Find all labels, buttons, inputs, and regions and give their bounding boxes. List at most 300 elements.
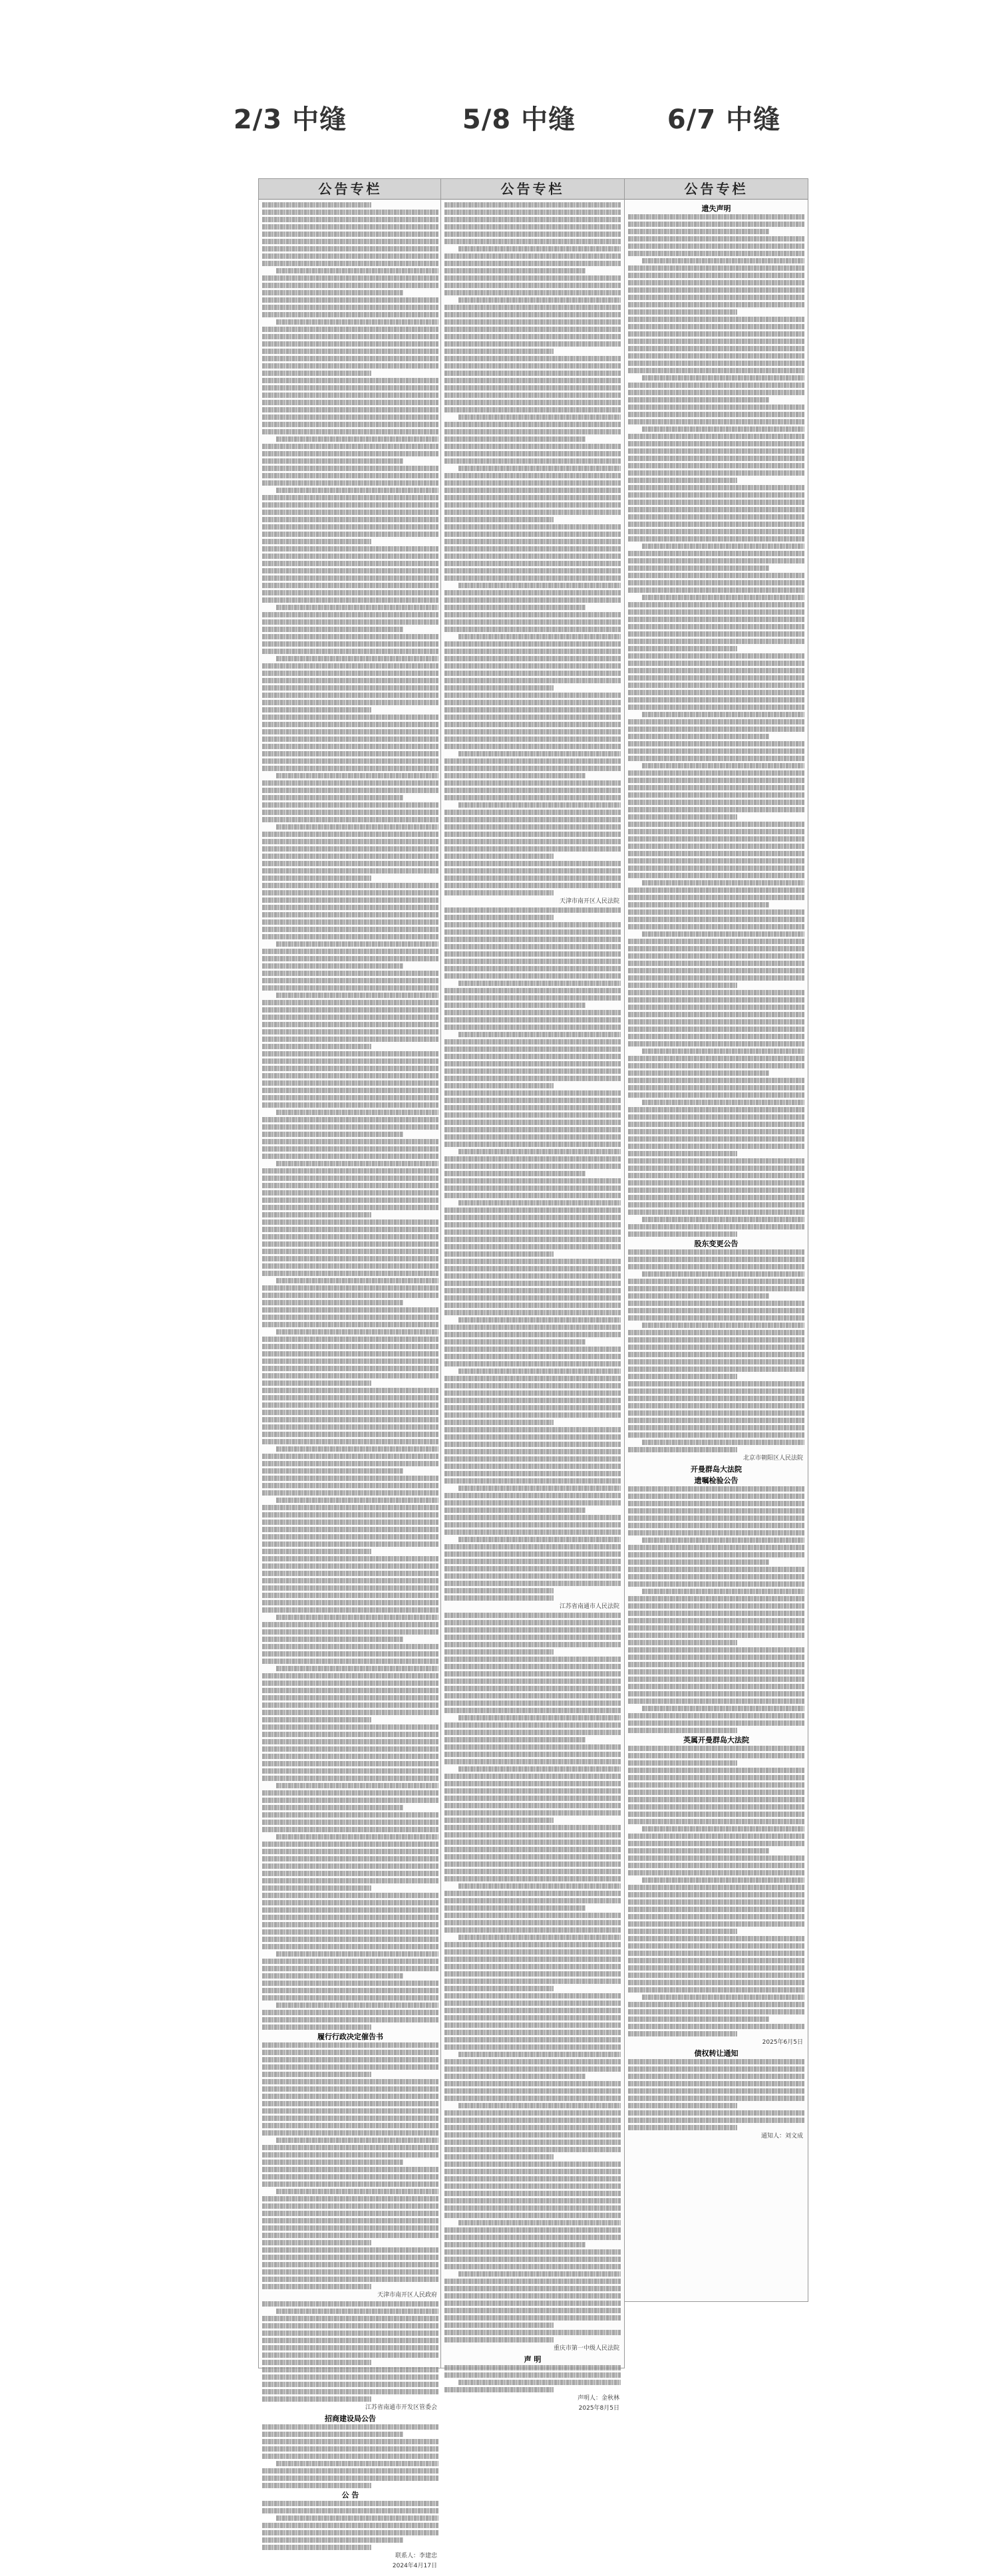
text-line bbox=[628, 1559, 769, 1565]
text-line bbox=[262, 224, 438, 230]
text-line bbox=[262, 1981, 438, 1986]
text-line bbox=[628, 851, 804, 856]
text-line bbox=[444, 1913, 621, 1918]
text-line bbox=[444, 605, 585, 610]
text-line bbox=[262, 1432, 438, 1437]
text-line bbox=[444, 1722, 621, 1728]
text-line bbox=[628, 807, 804, 812]
text-line bbox=[628, 756, 804, 761]
text-line bbox=[628, 1855, 804, 1861]
text-line bbox=[628, 968, 804, 973]
text-line bbox=[262, 693, 438, 698]
text-line bbox=[444, 1635, 621, 1640]
text-line bbox=[444, 959, 621, 964]
text-line bbox=[628, 1231, 737, 1237]
text-line bbox=[444, 2030, 621, 2035]
text-line bbox=[444, 1251, 554, 1257]
text-line bbox=[444, 1112, 621, 1118]
text-line bbox=[642, 1048, 804, 1054]
text-line bbox=[262, 1095, 438, 1100]
text-line bbox=[262, 1812, 438, 1818]
text-line bbox=[262, 1746, 438, 1752]
notice-signature: 江苏省南通市开发区管委会 bbox=[365, 2404, 437, 2411]
text-line bbox=[628, 2081, 804, 2086]
text-line bbox=[444, 2213, 621, 2218]
text-line bbox=[276, 993, 438, 998]
text-line bbox=[262, 1688, 438, 1693]
text-line bbox=[444, 846, 621, 852]
text-line bbox=[262, 371, 371, 376]
text-line bbox=[262, 729, 438, 734]
text-line bbox=[628, 602, 804, 607]
text-line bbox=[262, 2130, 438, 2136]
text-line bbox=[458, 1368, 621, 1374]
text-line bbox=[262, 1410, 438, 1415]
text-line bbox=[444, 1229, 621, 1235]
notice-text-block bbox=[628, 1249, 804, 1452]
text-line bbox=[262, 1490, 438, 1496]
text-line bbox=[262, 1219, 438, 1225]
text-line bbox=[262, 1798, 438, 1803]
text-line bbox=[262, 1176, 438, 1181]
text-line bbox=[642, 426, 804, 432]
text-line bbox=[458, 466, 621, 471]
text-line bbox=[444, 1266, 621, 1271]
text-line bbox=[444, 1156, 621, 1162]
text-line bbox=[262, 568, 438, 573]
text-line bbox=[444, 1832, 621, 1838]
text-line bbox=[444, 2140, 621, 2145]
text-line bbox=[444, 2372, 621, 2378]
text-line bbox=[262, 1307, 438, 1313]
text-line bbox=[262, 2225, 438, 2231]
text-line bbox=[262, 963, 403, 969]
text-line bbox=[628, 456, 804, 461]
text-line bbox=[444, 422, 621, 427]
text-line bbox=[444, 1288, 621, 1293]
text-line bbox=[628, 1041, 804, 1046]
text-line bbox=[262, 1637, 403, 1642]
text-line bbox=[262, 2247, 438, 2253]
column-header-2: 公告专栏 bbox=[441, 179, 624, 200]
text-line bbox=[262, 1541, 438, 1547]
text-line bbox=[628, 1019, 804, 1025]
text-line bbox=[628, 222, 804, 227]
text-line bbox=[262, 575, 438, 581]
text-line bbox=[276, 268, 438, 273]
text-line bbox=[262, 2262, 438, 2267]
text-line bbox=[262, 2010, 438, 2015]
text-line bbox=[458, 1537, 621, 1542]
text-line bbox=[628, 909, 804, 915]
text-line bbox=[262, 1600, 438, 1605]
text-line bbox=[444, 1861, 621, 1867]
text-line bbox=[628, 1899, 804, 1905]
text-line bbox=[642, 258, 804, 263]
text-line bbox=[262, 1066, 438, 1071]
text-line bbox=[628, 1936, 804, 1941]
text-line bbox=[262, 751, 438, 756]
text-line bbox=[444, 436, 585, 442]
text-line bbox=[444, 1566, 621, 1571]
text-line bbox=[444, 1803, 621, 1808]
text-line bbox=[262, 1380, 371, 1386]
text-line bbox=[458, 2271, 621, 2277]
text-line bbox=[444, 554, 621, 559]
text-line bbox=[262, 2072, 371, 2077]
text-line bbox=[628, 895, 804, 900]
text-line bbox=[262, 854, 438, 859]
text-line bbox=[262, 1827, 438, 1832]
notice-signature: 2024年4月17日 bbox=[392, 2563, 437, 2569]
text-line bbox=[444, 2096, 621, 2101]
text-line bbox=[262, 2396, 371, 2402]
text-line bbox=[628, 492, 804, 498]
text-line bbox=[262, 502, 438, 508]
text-line bbox=[262, 1249, 438, 1254]
notice-heading: 开曼群岛大法院 bbox=[691, 1465, 742, 1474]
notice-heading: 声 明 bbox=[524, 2355, 542, 2364]
text-line bbox=[628, 1034, 804, 1039]
text-line bbox=[262, 2323, 438, 2329]
text-line bbox=[444, 1657, 621, 1662]
text-line bbox=[262, 2101, 438, 2106]
text-line bbox=[628, 1691, 804, 1696]
text-line bbox=[628, 1359, 804, 1365]
text-line bbox=[458, 297, 621, 303]
text-line bbox=[628, 953, 804, 959]
text-line bbox=[628, 1418, 804, 1423]
text-line bbox=[276, 1498, 438, 1503]
text-line bbox=[262, 1900, 438, 1905]
text-line bbox=[262, 1205, 438, 1210]
text-line bbox=[444, 722, 621, 727]
text-line bbox=[628, 1980, 804, 1985]
text-line bbox=[628, 1760, 737, 1766]
text-line bbox=[628, 1151, 737, 1156]
notice-text-block bbox=[262, 2042, 438, 2289]
text-line bbox=[262, 378, 438, 383]
text-line bbox=[262, 2446, 438, 2452]
text-line bbox=[628, 668, 804, 673]
text-line bbox=[262, 2382, 438, 2387]
text-line bbox=[262, 1454, 438, 1459]
text-line bbox=[444, 1613, 621, 1618]
text-line bbox=[628, 1224, 804, 1229]
text-line bbox=[444, 1920, 621, 1925]
text-line bbox=[444, 1730, 621, 1735]
text-line bbox=[444, 795, 621, 800]
text-line bbox=[444, 1215, 621, 1220]
text-line bbox=[262, 2167, 438, 2172]
text-line bbox=[444, 861, 621, 866]
text-line bbox=[444, 2227, 621, 2233]
text-line bbox=[444, 473, 621, 478]
notice-column-3 bbox=[624, 178, 808, 2302]
text-line bbox=[458, 2380, 621, 2385]
text-line bbox=[262, 2523, 438, 2528]
text-line bbox=[628, 361, 804, 366]
text-line bbox=[444, 693, 621, 698]
text-line bbox=[628, 1797, 804, 1802]
text-line bbox=[628, 734, 769, 739]
text-line bbox=[444, 546, 621, 552]
text-line bbox=[444, 524, 621, 530]
text-line bbox=[262, 1695, 438, 1700]
text-line bbox=[262, 2367, 438, 2372]
text-line bbox=[628, 331, 804, 337]
notice-heading: 遗嘱检验公告 bbox=[694, 1476, 739, 1485]
text-line bbox=[444, 327, 621, 332]
text-line bbox=[444, 627, 621, 632]
text-line bbox=[628, 529, 804, 534]
text-line bbox=[444, 1383, 621, 1388]
text-line bbox=[262, 1366, 438, 1371]
text-line bbox=[444, 641, 621, 647]
text-line bbox=[628, 939, 804, 944]
text-line bbox=[628, 1633, 804, 1638]
text-line bbox=[444, 1693, 621, 1698]
text-line bbox=[444, 1979, 621, 1984]
text-line bbox=[628, 1070, 769, 1076]
text-line bbox=[628, 1345, 804, 1350]
text-line bbox=[444, 385, 621, 391]
text-line bbox=[444, 334, 621, 339]
text-line bbox=[628, 1202, 804, 1208]
text-line bbox=[444, 736, 621, 742]
text-line bbox=[628, 1264, 804, 1269]
text-line bbox=[444, 1971, 621, 1977]
text-line bbox=[276, 2461, 438, 2466]
text-line bbox=[444, 2044, 621, 2050]
text-line bbox=[262, 685, 438, 691]
text-line bbox=[628, 1662, 804, 1667]
text-line bbox=[262, 510, 438, 515]
text-line bbox=[262, 919, 438, 925]
text-line bbox=[628, 1914, 804, 1919]
notice-signature: 2025年6月5日 bbox=[762, 2039, 803, 2046]
text-line bbox=[262, 1007, 438, 1013]
text-line bbox=[262, 956, 438, 961]
text-line bbox=[444, 1449, 621, 1454]
text-line bbox=[642, 1271, 804, 1277]
text-line bbox=[444, 612, 621, 617]
fold-label-5-8: 5/8 中缝 bbox=[462, 104, 576, 135]
text-line bbox=[628, 1567, 804, 1572]
notice-text-block bbox=[628, 1746, 804, 2036]
text-line bbox=[628, 719, 804, 724]
text-line bbox=[262, 1717, 371, 1722]
text-line bbox=[262, 2057, 438, 2062]
text-line bbox=[628, 558, 804, 564]
text-line bbox=[628, 1775, 804, 1780]
text-line bbox=[458, 2052, 621, 2057]
text-line bbox=[628, 390, 804, 395]
text-line bbox=[262, 1146, 438, 1152]
text-line bbox=[444, 2235, 621, 2240]
text-line bbox=[628, 251, 804, 256]
text-line bbox=[628, 1158, 804, 1164]
text-line bbox=[444, 619, 621, 625]
text-line bbox=[262, 1915, 438, 1920]
notice-heading: 股东变更公告 bbox=[694, 1239, 739, 1248]
text-line bbox=[444, 2257, 621, 2262]
text-line bbox=[444, 1774, 621, 1779]
text-line bbox=[262, 2284, 371, 2289]
text-line bbox=[444, 1515, 621, 1520]
text-line bbox=[262, 524, 438, 530]
text-line bbox=[262, 1439, 438, 1444]
text-line bbox=[262, 2211, 438, 2216]
text-line bbox=[444, 2132, 621, 2138]
text-line bbox=[444, 2088, 621, 2094]
text-line bbox=[444, 1522, 621, 1528]
text-line bbox=[444, 1068, 621, 1074]
text-line bbox=[444, 393, 621, 398]
text-line bbox=[444, 232, 621, 237]
text-line bbox=[262, 539, 371, 544]
text-line bbox=[628, 1508, 804, 1514]
text-line bbox=[444, 766, 621, 771]
text-line bbox=[628, 1425, 804, 1430]
text-line bbox=[628, 339, 804, 344]
text-line bbox=[262, 2269, 438, 2275]
text-line bbox=[458, 1715, 621, 1720]
text-line bbox=[444, 758, 621, 764]
text-line bbox=[444, 407, 621, 412]
text-line bbox=[262, 1168, 438, 1174]
text-line bbox=[262, 1563, 438, 1569]
text-line bbox=[444, 1957, 621, 1962]
text-line bbox=[262, 1659, 438, 1664]
text-line bbox=[262, 1710, 438, 1715]
text-line bbox=[262, 971, 438, 976]
column-header-3: 公告专栏 bbox=[625, 179, 808, 200]
text-line bbox=[262, 495, 438, 500]
text-line bbox=[262, 1893, 438, 1898]
text-line bbox=[444, 2286, 621, 2291]
text-line bbox=[444, 1544, 621, 1549]
text-line bbox=[262, 2017, 438, 2022]
text-line bbox=[444, 1942, 621, 1947]
text-line bbox=[444, 944, 621, 949]
text-line bbox=[262, 1051, 438, 1056]
text-line bbox=[444, 2279, 621, 2284]
text-line bbox=[262, 802, 438, 808]
text-line bbox=[262, 1300, 403, 1305]
text-line bbox=[444, 1105, 621, 1110]
text-line bbox=[628, 265, 804, 271]
text-line bbox=[262, 1988, 438, 1993]
text-line bbox=[444, 1420, 554, 1425]
text-line bbox=[262, 2360, 371, 2365]
text-line bbox=[628, 1257, 804, 1262]
text-line bbox=[458, 2103, 621, 2108]
text-line bbox=[262, 1315, 438, 1320]
text-line bbox=[262, 1476, 438, 1481]
text-line bbox=[262, 2203, 438, 2209]
text-line bbox=[628, 1447, 737, 1452]
text-line bbox=[262, 1058, 438, 1064]
notice-text-block bbox=[628, 2059, 804, 2130]
text-line bbox=[628, 873, 804, 878]
text-line bbox=[262, 2454, 438, 2459]
text-line bbox=[262, 671, 438, 676]
text-line bbox=[276, 436, 438, 442]
text-line bbox=[444, 597, 621, 603]
text-line bbox=[444, 1273, 621, 1279]
text-line bbox=[444, 319, 621, 325]
text-line bbox=[444, 1478, 621, 1484]
text-line bbox=[262, 868, 438, 874]
text-line bbox=[262, 1293, 438, 1298]
text-line bbox=[444, 2015, 621, 2020]
text-line bbox=[642, 375, 804, 381]
text-line bbox=[628, 2125, 737, 2130]
notice-signature: 天津市南开区人民法院 bbox=[559, 898, 619, 905]
text-line bbox=[628, 946, 804, 951]
text-line bbox=[262, 934, 438, 939]
text-line bbox=[628, 609, 804, 615]
text-line bbox=[444, 239, 621, 244]
notice-text-block bbox=[262, 2424, 438, 2488]
notice-signature: 通知人：刘文成 bbox=[760, 2133, 803, 2140]
text-line bbox=[262, 1790, 438, 1796]
text-line bbox=[262, 2316, 438, 2321]
text-line bbox=[262, 795, 403, 800]
text-line bbox=[444, 1559, 621, 1564]
text-line bbox=[276, 1110, 438, 1115]
text-line bbox=[262, 1754, 438, 1759]
text-line bbox=[628, 866, 804, 871]
text-line bbox=[444, 1508, 585, 1513]
text-line bbox=[628, 1403, 804, 1408]
text-line bbox=[262, 2050, 438, 2055]
text-line bbox=[444, 458, 621, 464]
text-line bbox=[628, 990, 804, 995]
text-line bbox=[444, 890, 554, 895]
text-line bbox=[262, 2145, 438, 2150]
text-line bbox=[458, 414, 621, 420]
text-line bbox=[444, 1244, 621, 1249]
text-line bbox=[628, 1092, 804, 1098]
text-line bbox=[262, 400, 438, 405]
text-line bbox=[262, 1037, 438, 1042]
text-line bbox=[628, 917, 804, 922]
text-line bbox=[444, 1354, 621, 1359]
text-line bbox=[642, 1440, 804, 1445]
text-line bbox=[262, 927, 438, 932]
text-line bbox=[628, 1684, 804, 1689]
text-line bbox=[262, 275, 438, 281]
text-line bbox=[628, 2103, 737, 2108]
text-line bbox=[262, 1673, 438, 1679]
text-line bbox=[262, 2468, 438, 2474]
text-line bbox=[444, 824, 621, 830]
text-line bbox=[444, 883, 621, 888]
text-line bbox=[262, 1234, 438, 1239]
text-line bbox=[444, 283, 621, 288]
text-line bbox=[444, 995, 621, 1001]
text-line bbox=[262, 1015, 438, 1020]
text-line bbox=[444, 2308, 621, 2313]
text-line bbox=[444, 1456, 621, 1462]
text-line bbox=[444, 2205, 621, 2211]
text-line bbox=[444, 1905, 585, 1911]
text-line bbox=[262, 1117, 438, 1122]
text-line bbox=[262, 466, 438, 471]
text-line bbox=[444, 1442, 621, 1447]
